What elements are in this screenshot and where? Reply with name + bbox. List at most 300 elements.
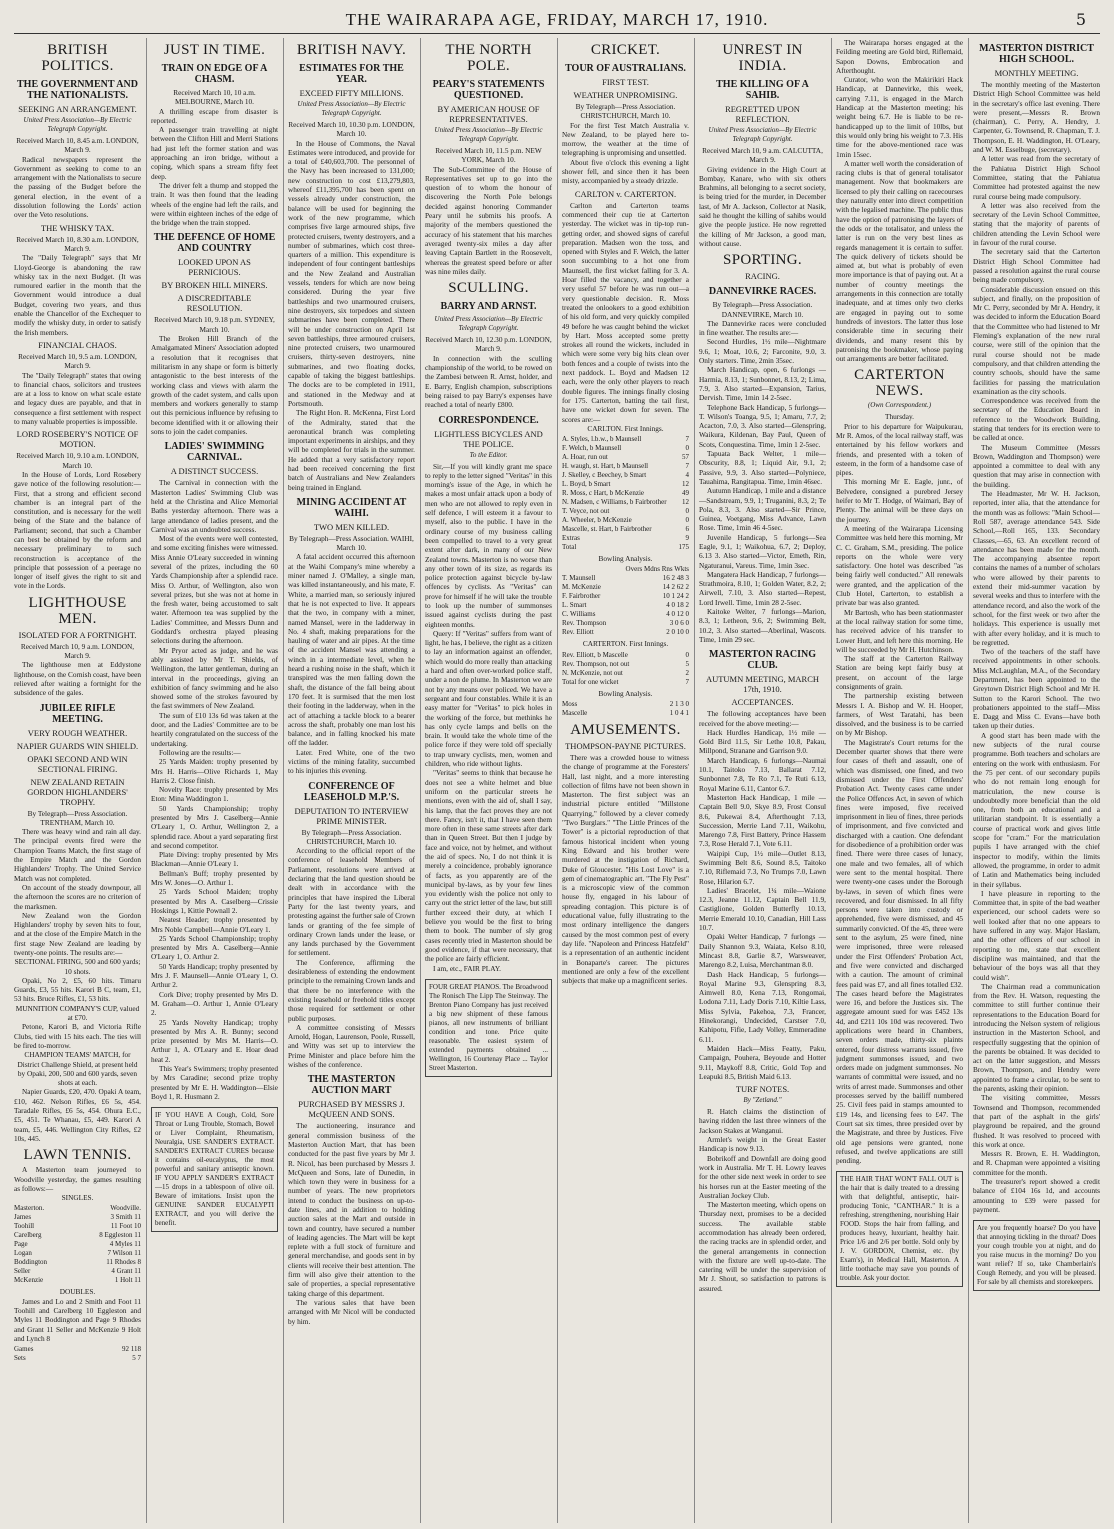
article-paragraph: Carlton and Carterton teams commenced their cup tie at Carterton yesterday. The wicket was in tip-top run-getting order, and showed signs of careful preparation. Madsen won the toss, and opened with Styles and F. Welch, the latter soon succumbing to a hot one from Maunsell, the first wicket falling for 3. A. Hoar filled the vacancy, and together a very useful 57 before he was run out—a very questionable decision. R. Moss treated the onlookers to a good exhibition of his old form, and very quickly compiled 49 before he was caught behind the wicket by Hart. Moss accepted some pretty strokes all round the wickets, included in which were some very big hits clean over both fences and a couple of twists into the next paddock. L. Boyd and Madsen 12 each, were the only other players to reach double figures. The innings finally closing for 175. Carterton, batting the tail first, have one wicket down for seven. The scores are:— — [562, 200, 689, 424]
article-headline: BRITISH NAVY. — [296, 42, 407, 58]
article-paragraph: In connection with the sculling championship of the world, to be rowed on the Zambesi between R. Arnst, holder, and E. Barry, English champion, subscriptions being raised to pay Barry's expenses have reached a total of nearly £800. — [425, 353, 552, 410]
article-paragraph: Kaitoke Welter, 7 furlongs—Marion, 8.3, 1; Letheon, 9.6, 2; Swimming Belt, 10.2, 3. Also started—Aberlinal, Wascots. Time, 1min 29 sec. — [699, 607, 826, 644]
column-3 — [288, 38, 415, 1523]
column-separator — [968, 38, 969, 1523]
score-label: James — [14, 1213, 32, 1222]
dateline: Bowling Analysis. — [598, 688, 653, 698]
article-subheading: LADIES' SWIMMING CARNIVAL. — [164, 441, 265, 464]
article-paragraph: Mr Pryor acted as judge, and he was ably assisted by Mr T. Shields, of Wellington, the latter gentleman, during an interval in the proceedings, giving an exhibition of fancy swimming and he also showed some of the strokes favoured by the fast swimmers of New Zealand. — [151, 645, 278, 711]
article-paragraph: Bobrikoff and Downfall are doing good work in Australia. Mr T. H. Lowry leaves for the other side next week in order to see his horses run at the Easter meeting of the Australian Jockey Club. — [699, 1153, 826, 1200]
score-row — [562, 507, 689, 516]
column-4 — [425, 38, 552, 1523]
score-row — [562, 435, 689, 444]
article-paragraph: The following acceptances have been received for the above meeting:— — [699, 709, 826, 728]
score-label: L. Boyd, b Smart — [562, 480, 611, 489]
score-row — [562, 498, 689, 507]
score-values: 2 1 3 0 — [669, 699, 689, 708]
article-subheading: WEATHER UNPROMISING. — [573, 90, 678, 100]
article-paragraph: R. Hatch claims the distinction of having ridden the last three winners of the Jackson Stakes at Wanganui. — [699, 1107, 826, 1135]
dateline: By Telegraph—Press Association. CHRISTCHURCH, March 10. — [301, 827, 402, 846]
dateline: CHAMPION TEAMS' MATCH, for District Challenge Shield, at present held by Opaki, 200, 500 and 600 yards, seven shots at each. — [17, 1050, 138, 1088]
article-paragraph: Messrs R. Brown, E. H. Waddington, and R. Chapman were appointed a visiting committee for the month. — [973, 1149, 1100, 1177]
article-subheading: A DISTINCT SUCCESS. — [170, 466, 259, 477]
score-label: Extras — [562, 534, 580, 543]
score-row — [562, 601, 689, 610]
article-paragraph: The treasurer's report showed a credit balance of £104 16s 1d, and accounts amounting to £39 were passed for payment. — [973, 1177, 1100, 1214]
dateline: Received March 10, 10.30 p.m. LONDON, March 10. — [288, 120, 415, 139]
score-values: 1 Holt 11 — [114, 1276, 141, 1285]
article-paragraph: Autumn Handicap, 1 mile and a distance—Sandstream, 9.9, 1; Truganini, 8.3, 2; Te Pola, 8.3, 3. Also started—Sir Prince, Guinea, Voetgang, Miss Advance, Lawn Rose. Time, 1min 46 4-5sec. — [699, 486, 826, 533]
article-subheading: THE GOVERNMENT AND THE NATIONALISTS. — [17, 79, 138, 101]
article-subheading: ISOLATED FOR A FORTNIGHT. — [18, 629, 137, 640]
score-row — [562, 660, 689, 669]
advertisement: IF YOU HAVE A Cough, Cold, Sore Throat or Lung Trouble, Stomach, Bowel or Liver Complaint, Rheumatism, Neuralgia, USE SANDER'S EXTRACT. SANDER'S EXTRACT CURES because it contains oil-eucalyptus, the most powerful and sanitary antiseptic known. IF YOU APPLY SANDER'S EXTRACT—15 drops in a tablespoon of olive oil. Beware of imitations. Insist upon the GENUINE SANDER EUCALYPTI EXTRACT, and you will derive the benefit. — [151, 1107, 278, 1232]
score-values: 175 — [678, 543, 689, 552]
score-row — [562, 628, 689, 637]
score-values: 0 — [685, 507, 689, 516]
byline: To the Editor. — [469, 450, 508, 459]
article-paragraph: There was a crowded house to witness the change of programme at the Foresters' Hall, last night, and a more interesting collection of films have not been shown in Masterton. The first subject was an industrial picture entitled "Millstone Quarrying," followed by a clever comedy "Two Burglars." "The Little Princes of the Tower" is a pictorial reproduction of that famous historical incident when young King Edward and his brother were murdered at the instigation of Richard, Duke of Gloucester. "His Lost Love" is a gem of cinematographic art. "The Fly Pest" is a microscopic view of the common house fly, engaged in his labour of spreading contagion. This picture is of educational value, fully illustrating to the most ordinary intelligence the dangers caused by the most common pest of every day life. "Napoleon and Princess Hatzfeld" is a representation of an authentic incident in Bonaparte's career. The pictures mentioned are only a few of the excellent subjects that make up a magnificent series. — [562, 752, 689, 986]
article-paragraph: Following are the results:— — [159, 747, 241, 757]
article-paragraph: Prior to his departure for Waipukurau, Mr R. Amos, of the local railway staff, was entertained by his fellow workers and friends, and presented with a token of esteem, in the form of a handsome case of pipes. — [836, 421, 963, 478]
article-headline: BRITISH POLITICS. — [41, 42, 114, 74]
article-paragraph: The Headmaster, Mr W. H. Jackson, reported, inter alia, that the attendance for the month was as follows: "Main School—Roll 587, average attendance 543. Side School,—Roll 165, 133. Secondary Classes,—65, 63. An excellent record of attendance has been made for the month. The accompanying absentee report contains the names of a number of scholars who were allowed by their parents to extend their mid-summer vacation by several weeks and thus to interfere with the attendance record, and also the work of the school, for the first week or two after the holidays. This experience is usually met with after every holiday, and it is much to be regretted. — [973, 489, 1100, 647]
article-paragraph: The Dannevirke races were concluded in fine weather. The results are:— — [699, 318, 826, 338]
score-row — [14, 1204, 141, 1213]
article-paragraph: March Handicap, open, 6 furlongs —Harmia, 8.13, 1; Sunbonnet, 8.13, 2; Lima, 7.9, 3. Also started—Expansion, Tarius, Dervish. Time, 1min 14 2-5sec. — [699, 365, 826, 403]
article-paragraph: The Museum Committee (Messrs Brown, Waddington and Thompson) were appointed a committee to deal with any question that may arise in connection with the building. — [973, 442, 1100, 489]
article-subheading: LIGHTLESS BICYCLES AND THE POLICE. — [434, 428, 543, 449]
dateline: By Telegraph—Press Association. CHRISTCHURCH, March 10. — [575, 102, 676, 121]
score-values: 12 — [682, 480, 689, 489]
score-row — [562, 709, 689, 718]
score-label: Logan — [14, 1249, 32, 1258]
article-subheading: PEARY'S STATEMENTS QUESTIONED. — [432, 79, 545, 101]
score-values: 49 — [682, 489, 689, 498]
score-label: H. waugh, st. Hart, b Maunsell — [562, 462, 649, 471]
score-values: 3 0 6 0 — [669, 619, 689, 628]
article-subheading: LOOKED UPON AS PERNICIOUS. — [178, 257, 251, 278]
article-subheading: THOMPSON-PAYNE PICTURES. — [565, 740, 686, 751]
article-paragraph: 25 Yards School Maiden; trophy presented by Mrs A. Caselberg—Crissie Hoskings 1, Kittie Pownall 2. — [151, 887, 278, 915]
score-values: 4 Myles 11 — [109, 1240, 141, 1249]
article-paragraph: Curator, who won the Makirikiri Hack Handicap, at Dannevirke, this week, carrying 7.11, is engaged in the March Handicap at the Masterton meeting; his weight being 6.7. He is liable to be re-handicapped up to the limit of 10lbs, but this would only bring his weight to 7.3. His time for the above-mentioned race was 1min 15sec. — [836, 75, 963, 159]
article-paragraph: March Handicap, 6 furlongs—Naumai 10.1, Taitoko 7.13, Ballarat 7.12, Sunbonnet 7.8, Te Ro 7.1, Te Ruti 6.13, Royal Marine 6.11, Cantor 6.7. — [699, 755, 826, 793]
score-label: Rev. Elliott, b Mascelle — [562, 650, 628, 659]
dateline: Received March 10, 9.18 p.m. SYDNEY, March 10. — [154, 315, 275, 334]
article-paragraph: Napier Guards, £20, 470. Opaki A team, £10, 462. Nelson Rifles, £6 5s, 454. Taradale Rifles, £6 5s, 454. Ohura E.C., £5, 451. Te Whanau, £5, 449. Karori A team, £5, 446. Wellington City Rifles, £2 10s, 445. — [14, 1087, 141, 1143]
dateline: Received March 10, 11.5 p.m. NEW YORK, March 10. — [435, 146, 542, 165]
dateline: SINGLES. — [61, 1193, 94, 1203]
article-subheading: SEEKING AN ARRANGEMENT. — [18, 104, 137, 114]
article-subheading: NAPIER GUARDS WIN SHIELD. — [16, 740, 139, 751]
article-subheading: TRAIN ON EDGE OF A CHASM. — [161, 63, 268, 85]
column-7 — [836, 38, 963, 1523]
byline: United Press Association—By Electric Telegraph Copyright. — [23, 116, 132, 133]
score-label: Rev. Elliott — [562, 628, 594, 637]
score-row — [562, 543, 689, 552]
score-label: R. Moss, c Hart, b McKenzie — [562, 489, 645, 498]
article-paragraph: Novelty Race: trophy presented by Mrs Eton: Mina Waddington 1. — [151, 785, 278, 804]
advertisement: Are you frequently hoarse? Do you have that annoying tickling in the throat? Does your cough trouble you at night, and do you raise mucus in the morning? Do you want relief? If so, take Chamberlain's Cough Remedy, and you will be pleased. For sale by all chemists and storekeepers. — [973, 1220, 1100, 1291]
score-values: 3 Smith 11 — [110, 1213, 141, 1222]
article-paragraph: 50 Yards Championship; trophy presented by Mrs J. Caselberg—Annie O'Leary 1, O. Arthur, Wellington 2, a splendid race. About a yard separating first and second competitor. — [151, 803, 278, 850]
article-paragraph: A passenger train travelling at night between the Clifton Hill and Merri Stations had just left the former station and was approaching an iron bridge, without a coping, which spans a stream fifty feet deep. — [151, 125, 278, 181]
score-row — [14, 1222, 141, 1231]
article-subheading: DEPUTATION TO INTERVIEW PRIME MINISTER. — [294, 805, 409, 826]
column-separator — [420, 38, 421, 1523]
score-values: 0 — [685, 444, 689, 453]
byline: United Press Association—By Electric Telegraph Copyright. — [434, 126, 543, 143]
score-label: Mascelle — [562, 708, 588, 717]
byline: By "Zetland." — [743, 1096, 782, 1105]
article-paragraph: Armlet's weight in the Great Easter Handicap is now 9.13. — [699, 1135, 826, 1154]
article-subheading: ESTIMATES FOR THE YEAR. — [299, 63, 404, 85]
score-label: N. Madsen, c Williams, b Fairbrother — [562, 498, 667, 507]
article-paragraph: Plate Diving: trophy presented by Mrs Blackman—Annie O'Leary 1. — [151, 850, 278, 869]
score-table — [562, 435, 689, 552]
dateline: Received March 10, 12.30 p.m. LONDON, March 9. — [425, 335, 552, 354]
article-subheading: REGRETTED UPON REFLECTION. — [725, 104, 800, 124]
score-label: Seller — [14, 1267, 31, 1276]
article-paragraph: In the House of Lords, Lord Rosebery gave notice of the following resolution:—First, that a strong and efficient second chamber is an integral part of the constitution, and is necessary for the well being of the State and the balance of Parliament; second, that such a Chamber can best be obtained by the reform and necessary preliminary to such reconstruction is acceptance of the principle that possession of a peerage no longer of itself gives the right to sit and vote in the Lords. — [14, 469, 141, 591]
byline: United Press Association—By Electric Telegraph Copyright. — [708, 126, 817, 143]
article-paragraph: The Conference, affirming the desirableness of extending the endowment principle to the remaining Crown lands and that there be no interference with the existing leasehold or freehold titles except those required for settlement or other public purposes. — [288, 957, 415, 1023]
score-row — [562, 669, 689, 678]
article-headline: CRICKET. — [590, 42, 661, 58]
article-paragraph: 25 Yards Maiden: trophy presented by Mrs H. Harris—Olive Richards 1, May Harris 2. Close finish. — [151, 757, 278, 785]
article-subheading: MASTERTON DISTRICT HIGH SCHOOL. — [979, 43, 1094, 65]
score-row — [14, 1276, 141, 1285]
dateline: By Telegraph—Press Association. TRENTHAM, March 10. — [27, 808, 128, 827]
article-subheading: FIRST TEST. — [602, 77, 649, 87]
article-paragraph: Sir,—If you will kindly grant me space to reply to the letter signed "Veritas" in this morning's issue of the Age, in which he makes a most unfair attack upon a body of men who are not allowed to reply even in self defence, I will esteem it a favour to myself, also to the public. I have in the ordinary course of my business calling been compelled to travel to a very great extent after dark, in many of our New Zealand towns. Masterton is no worse than any other town of its size, as regards its police protection against bicycle by-law offences by cyclists. As "Veritas" can prove for himself if he will take the trouble to look up the number of summonses issued against cyclists during the past eighteen months. — [425, 461, 552, 629]
article-paragraph: I have pleasure in reporting to the Committee that, in spite of the bad weather experienced, our school cadets were so well looked after that no one appears to have suffered in any way. Major Haslam, and the other officers of our school in reporting to me, state that excellent discipline was maintained, and that the behaviour of the boys was all that they could wish". — [973, 888, 1100, 982]
dateline: Received March 10, 9 a.m. LONDON, March 9. — [20, 641, 135, 661]
advertisement: THE HAIR THAT WON'T FALL OUT is the hair that is daily treated to a dressing with that delightful, antiseptic, hair-producing Tonic, "CANTHAR." It is a refreshing, strengthening, nourishing Hair FOOD. Stops the hair from falling, and produces heavy, luxuriant, healthy hair. Price 1/6 and 2/6 per bottle. Sold only by J. V. GORDON, Chemist, etc. (by Exam's), in Medical Hall, Masterton. A little toothache may save you pounds of trouble. Ask your doctor. — [836, 1171, 963, 1287]
article-paragraph: New Zealand won the Gordon Highlanders' trophy by seven hits to four, and at the close of the Empire Match in the first stage New Zealand are leading by twenty-one points. The results are:— — [14, 910, 141, 957]
article-paragraph: A committee consisting of Messrs Arnold, Hogan, Laurenson, Poole, Russell, and Witty was set up to interview the Prime Minister and place before him the wishes of the conference. — [288, 1022, 415, 1070]
dateline: Received March 10, 9.5 a.m. LONDON, March 9. — [18, 351, 137, 371]
article-paragraph: Opaki Welter Handicap, 7 furlongs —Daily Shannon 9.3, Waiata, Kelso 8.10, Mincast 8.8, Garlie 8.7, Warsweaver, Marengo 8.2, Luisa, Merchantman 8.0. — [699, 932, 826, 970]
score-row — [562, 610, 689, 619]
article-subheading: THE KILLING OF A SAHIB. — [716, 79, 809, 101]
article-paragraph: A matter well worth the consideration of racing clubs is that of general totalisator management. Now that bookmakers are licensed to ply their calling on racecourses they naturally enter into direct competition with the legalised machine. The public thus have the option of patronising the layers of the odds or the totalisator, and unless the latter is run on the very best lines as regards management it is certain to suffer. The quick delivery of tickets should be aimed at, but what is probably of even more importance is that of paying out. At a number of country meetings the arrangements in this connection are totally inadequate, and at times only two clerks are engaged in paying out to some hundreds of investors. The latter thus lose considerable time in securing their dividends, and many resent this by patronising the bookmaker, whose paying out arrangements are better facilitated. — [836, 158, 963, 364]
article-paragraph: Most of the events were well contested, and some exciting finishes were witnessed. Miss Annie O'Leary succeeded in winning several of the prizes, including the 60 Yards Championship after a splendid race. Miss O. Arthur, of Wellington, also won several prizes, but she was not at home in the fresh water, being accustomed to salt water. Afternoon tea was supplied by the Ladies' Committee, and Messrs Dunn and Goddard's orchestra played pleasing selections during the afternoon. — [151, 534, 278, 646]
article-paragraph: Bellman's Buff; trophy presented by Mrs W. Jones—O. Arthur 1. — [151, 868, 278, 888]
article-paragraph: James and Lo and 2 Smith and Foot 11 Toohill and Carelberg 10 Eggleston and Myles 11 Boddington and Page 9 Rhodes and Grant 11 Seller and McKenzie 9 Holt and Lynch 8 — [14, 1296, 141, 1343]
score-label: Total for one wicket — [562, 677, 619, 686]
article-paragraph: For the first Test Match Australia v. New Zealand, to be played here to-morrow, the weather at the time of telegraphing is unpromising and unsettled. — [562, 120, 689, 158]
score-row — [14, 1267, 141, 1276]
dateline: By Telegraph—Press Association. WAIHI, March 10. — [289, 533, 414, 553]
score-values: 7 — [685, 677, 689, 686]
article-paragraph: The Wairarapa horses engaged at the Feilding meeting are Gold bird, Riflemaid, Sapon Downs, Embrocation and Afterthought. — [836, 38, 963, 75]
masthead-title: THE WAIRARAPA AGE, FRIDAY, MARCH 17, 1910. — [345, 10, 769, 29]
article-subheading: MONTHLY MEETING. — [994, 68, 1079, 78]
article-paragraph: The various sales that have been arranged with Mr Nicol will be conducted by him. — [288, 1297, 415, 1326]
score-values: 4 0 18 2 — [666, 601, 689, 610]
article-paragraph: The auctioneering, insurance and general commission business of the Masterton Auction Mart, that has been conducted for the past five years by Mr J. R. Nicol, has been purchased by Messrs J. McQueen and Sons, late of Dunedin, in which town they were in business for a number of years. The new proprietors intend to conduct the business on up-to-date lines, and in addition to holding auction sales at the Mart and outside in town and country, have secured a number of leading agencies. The Mart will be kept replete with a full stock of furniture and general merchandise, and goods sent in by clients will receive their best attention. The firm will also give their attention to the sale of properties, a special representative taking charge of this department. — [288, 1121, 415, 1298]
article-paragraph: This Year's Swimmers; trophy presented by Mrs Caradine; second prize trophy presented by Mr E. H. Waddington—Elsie Boyd 1, R. Husmann 2. — [151, 1064, 278, 1101]
score-values: 12 — [682, 498, 689, 507]
article-paragraph: The driver felt a thump and stopped the train. It was then found that the leading wheels of the engine had left the rails, and were within eighteen inches of the edge of the bridge when the train stopped. — [151, 180, 278, 228]
score-values: 7 Wilson 11 — [107, 1249, 141, 1258]
score-row — [562, 534, 689, 543]
article-subheading: RACING. — [745, 271, 780, 282]
score-values: 5 — [685, 659, 689, 668]
article-paragraph: A letter was also received from the secretary of the Levin School Committee, stating that the majority of parents of children attending the Levin School were in favour of the rural course. — [973, 200, 1100, 248]
score-values: 9 — [685, 534, 689, 543]
score-values: 7 — [685, 435, 689, 444]
article-subheading: DANNEVIRKE RACES. — [708, 286, 817, 298]
article-paragraph: The secretary said that the Carterton District High School Committee had passed a resolution against the rural course being made compulsory. — [973, 247, 1100, 285]
article-paragraph: A Masterton team journeyed to Woodville yesterday, the games resulting as follows:— — [14, 1165, 141, 1193]
article-paragraph: The "Daily Telegraph" says that Mr Lloyd-George is abandoning the raw whisky tax in the next Budget. (It was rumoured earlier in the month that the Government would introduce a dual Budget, covering two years, and thus enable the Chancellor of the Exchequer to modify the whisky duty, in order to satisfy the Irish members. — [14, 253, 141, 337]
score-row — [562, 462, 689, 471]
score-row — [562, 574, 689, 583]
score-label: A. Hoar, run out — [562, 453, 608, 462]
article-paragraph: Masterton Hack Handicap, 1 mile —Captain Bell 9.0, Skye 8.9, Frost Consul 8.6, Pukewai 8.4, Afterthought 7.13, Succession, Merrie Land 7.11, Waikohu, Marengo 7.8, First Battery, Prince Hassem 7.3, Rose Herald 7.1, Vote 6.11. — [699, 792, 826, 849]
column-2 — [151, 38, 278, 1523]
byline: United Press Association—By Electric Telegraph Copyright. — [434, 315, 543, 333]
article-paragraph: Tapuata Back Welter, 1 mile—Obscurity, 8.8, 1; Liquid Air, 9.1, 2; Passive, 9.9, 3. Also started—Polyniece, Tauahima, Rangitapua. Time, 1min 46sec. — [699, 449, 826, 486]
article-headline: SCULLING. — [448, 280, 529, 297]
article-paragraph: A meeting of the Wairarapa Licensing Committee was held here this morning, Mr C. C. Graham, S.M., presiding. The police reports on the whole were very satisfactory. One hotel was described "as being fairly well conducted." All renewals were granted, and the application of the Club Hotel, Carterton, to establish a private bar was also granted. — [836, 523, 963, 608]
article-paragraph: Cork Dive; trophy presented by Mrs D. M. Graham—O. Arthur 1, Annie O'Leary 2. — [151, 989, 278, 1018]
column-6 — [699, 38, 826, 1523]
score-table — [14, 1345, 141, 1363]
score-values: 14 2 62 2 — [662, 583, 689, 592]
masthead-rule — [14, 33, 1100, 34]
score-values: 4 Grant 11 — [111, 1267, 141, 1276]
article-paragraph: On account of the steady downpour, all the afternoon the scores are no criterion of the marksmen. — [14, 882, 141, 911]
article-paragraph: The Sub-Committee of the House of Representatives set up to go into the question of to whom the honour of discovering the North Pole belongs decided against honoring Commander Peary until he submits his proofs. A majority of the members questioned the accuracy of his statement that his marches averaged twenty-six miles a day after leaving Captain Bartlett in the Roosevelt, whereas the greatest speed before or after was nine miles daily. — [425, 164, 552, 276]
article-paragraph: Mangatera Hack Handicap, 7 furlongs—Strathmoira, 8.10, 1; Golden Water, 8.2, 2; Airwell, 7.10, 3. Also started—Repest, Lord Irwell. Time, 1min 28 2-5sec. — [699, 569, 826, 607]
article-paragraph: A letter was read from the secretary of the Pahiatua District High School Committee, stating that the Pahiatua Committee had protested against the new rural course being made compulsory. — [973, 154, 1100, 201]
article-headline: AMUSEMENTS. — [570, 721, 681, 738]
score-row — [562, 583, 689, 592]
score-table — [562, 565, 689, 637]
score-table — [562, 651, 689, 687]
article-paragraph: Two of the teachers of the staff have received appointments in other schools. Miss McLaughlan, M.A., of the Secondary Department, has been appointed to the Greytown District High School and Mr H. Sutton to the Karori School. The two probationers appointed to the staff—Miss E. Dagg and Miss C. Evans—have both taken up their duties. — [973, 647, 1100, 731]
score-row — [562, 444, 689, 453]
score-label: L. Smart — [562, 601, 587, 610]
article-paragraph: Second Hurdles, 1½ mile—Nightmare 9.6, 1; Moat, 10.6, 2; Farconite, 9.0, 3. Only starters. Time, 2min 35sec. — [699, 337, 826, 366]
article-paragraph: The visiting committee, Messrs Townsend and Thompson, recommended that part of the asphalt in the girls' playground be repaired, and the ground flushed. It was resolved to proceed with this work at once. — [973, 1093, 1100, 1149]
dateline: Received March 10, 10 a.m. MELBOURNE, March 10. — [173, 88, 256, 107]
score-values: 16 2 48 3 — [662, 574, 689, 583]
score-table — [14, 1204, 141, 1285]
dateline: Received March 10, 8.30 a.m. LONDON, March 9. — [16, 234, 139, 253]
score-values: 5 7 — [132, 1354, 141, 1363]
article-headline: CARTERTON NEWS. — [854, 367, 945, 400]
article-headline: JUST IN TIME. — [163, 42, 266, 58]
article-paragraph: The "Daily Telegraph" states that owing to financial chaos, solicitors and trustees are at a loss to know on what scale estate and legacy dues are payable, and that in consequence a first settlement with respect to many valuable properties is impossible. — [14, 370, 141, 427]
article-paragraph: The Magistrate's Court returns for the December quarter shows that there were four cases of theft and assault, one of which was dismissed, one fined, and two dismissed under the First Offenders' Probation Act. Twenty cases came under the Police Offences Act, in seven of which fines were imposed, five received imprisonment in lieu of fines, three periods of imprisonment, and five convicted and discharged with a caution. One defendant for disobedience of a prohibition order was fined. There were three cases of lunacy, one male and two females, all of which were sent to the mental hospital. There were twenty-one cases under the Borough by-laws, in seven of which fines were recovered, and four dismissed. In all fifty persons were taken into custody or apprehended, five were dismissed, and 45 summarily convicted. Of the 45, three were sent to the asylum, 25 were fined, nine were imprisoned, three were released under the First Offenders' Probation Act, and five were convicted and discharged with a caution. The amount of criminal fees paid was £7, and all fines totalled £32. The cases heard before the Magistrates were 16, and before the Justices six. The aggregate amount sued for was £452 13s 4d, and £211 10s 10d was recovered. Two applications were heard in Chambers, seven orders made, thirty-six plaints entered, four distress warrants issued, five judgment summonses issued, and two orders made on judgment summonses. No warrants of committal were issued, and no writs of arrest made. Summonses and other processes served by the bailiff numbered 25. Civil fees paid in stamps amounted to £19 14s, and licensing fees to £47. The Court sat six times, three presided over by the Magistrate, and three by Justices. Five old age pensions were granted, none refused, and twelve applications are still pending. — [836, 737, 963, 1166]
article-subheading: ACCEPTANCES. — [731, 697, 794, 708]
dateline: DOUBLES. — [59, 1287, 96, 1297]
article-headline: LAWN TENNIS. — [23, 1147, 132, 1164]
article-paragraph: Query: If "Veritas" suffers from want of light, he has, I believe, the right as a citizen to lay an information against an offender, which would do more really than attacking a hard and often over-worked police staff, under a non de plume. In Masterton we are not by any means over policed. We have a sergeant and four constables. While it is an easy matter for "Veritas" to pick holes in the working of the force, but methinks he has only cycle lamps and bells on the brain. It would take the whole time of the police force if they were told off specially to trap unwary cyclists, men, women and children, who ride without lights. — [425, 628, 552, 769]
score-values: 57 — [682, 453, 689, 462]
article-subheading: BY BROKEN HILL MINERS. — [161, 280, 268, 291]
dateline: Thursday. — [885, 412, 914, 422]
score-row — [562, 453, 689, 462]
score-label: Rev. Thompson — [562, 619, 607, 628]
article-paragraph: Waipipi Cup, 1½ mile—Outlet 8.13, Swimming Belt 8.6, Sound 8.5, Taitoko 7.10, Riflemaid 7.3, No Trumps 7.0, Lawn Rose, Hilarion 6.7. — [699, 848, 826, 886]
score-values: 6 — [685, 525, 689, 534]
score-label: T. Veyce, not out — [562, 507, 610, 516]
article-subheading: BARRY AND ARNST. — [440, 301, 537, 313]
dateline: SECTIONAL FIRING, 500 and 600 yards; 10 shots. — [14, 957, 141, 976]
score-label: Page — [14, 1240, 28, 1249]
article-paragraph: Opaki, No 2, £5, 60 hits. Timaru Guards, £3, 55 hits. Karori B C, team, £1, 53 hits. Bruce Rifles, £1, 53 hits. — [14, 975, 141, 1004]
dateline: Received March 10, 8.45 a.m. LONDON, March 9. — [16, 136, 139, 155]
article-paragraph: The Right Hon. R. McKenna, First Lord of the Admiralty, stated that the aeronautical branch was completing important experiments in airships, and they will be completed for trials in the summer. He added that a very satisfactory report had been received concerning the first batch of Australians and New Zealanders being trained in England. — [288, 408, 415, 492]
article-subheading: EXCEED FIFTY MILLIONS. — [299, 88, 404, 98]
article-subheading: OPAKI SECOND AND WIN SECTIONAL FIRING. — [27, 753, 128, 774]
score-label: T. Maunsell — [562, 574, 596, 583]
article-paragraph: Maiden Hack—Miss Featty, Paku, Campaign, Pouhera, Beyoude and Hotter 9.11, Maykoff 8.8, Critic, Gold Top and Leapuki 8.5, British Maid 6.13. — [699, 1043, 826, 1081]
article-subheading: TURF NOTES. — [735, 1084, 790, 1095]
article-paragraph: Ladies' Bracelet, 1¼ mile—Waione 12.3, Jeanne 11.12, Captain Bell 11.9, Castiglione, Golden Butterfly 10.13, Merrie Emerald 10.10, Canadian, Hill Lass 10.7. — [699, 885, 826, 933]
score-label: A. Styles, l.b.w., b Maunsell — [562, 435, 642, 444]
article-paragraph: The Masterton meeting, which opens on Thursday next, promises to be a decided success. The available stable accommodation has already been ordered, the racing tracks are in splendid order, and the general arrangements in connection with the fixture are well up-to-date. The catering will be under the supervision of Mr J. Shout, so satisfaction to patrons is assured. — [699, 1200, 826, 1293]
article-paragraph: Dash Hack Handicap, 5 furlongs—Royal Marine 9.3, Glenspring 8.3, Aimwell 8.0, Kena 7.13, Rongomai, Lodona 7.11, Lady Doris 7.10, Kiltie Lass, Miss Sylvia, Pakehoa, 7.3, Francer, Hinekorangi, Undecided, Carstser 7.0, Kahipotu, Fifie, Lady Volley, Emmeradine 6.11. — [699, 969, 826, 1044]
score-label: Boddington — [14, 1258, 48, 1267]
score-row — [14, 1240, 141, 1249]
article-paragraph: According to the official report of the conference of leasehold Members of Parliament, resolutions were arrived at declaring that the land question should be dealt with in accordance with the principles that have inspired the Liberal Party for the last twenty years, and protesting against the further sale of Crown lands or granting of the fee simple of ordinary Crown lands under the lease, or any lands purchased by the Government for settlement. — [288, 846, 415, 958]
article-subheading: TWO MEN KILLED. — [313, 521, 390, 532]
score-label: Rev. Thompson, not out — [562, 659, 630, 668]
column-separator — [146, 38, 147, 1523]
score-values: Overs Mdns Rns Wkts — [625, 565, 689, 574]
score-row — [14, 1258, 141, 1267]
article-paragraph: Mr Bartosh, who has been stationmaster at the local railway station for some time, has received advice of his transfer to Lower Hutt, and left here this morning. He will be succeeded by Mr H. Hutchinson. — [836, 607, 963, 654]
dateline: Received March 10, 9.10 a.m. LONDON, March 10. — [16, 451, 139, 470]
article-subheading: THE WHISKY TAX. — [40, 222, 115, 233]
score-values: 2 — [685, 668, 689, 677]
score-values: 2 0 10 0 — [666, 628, 689, 637]
score-label: Toohill — [14, 1222, 35, 1231]
article-headline: UNREST IN INDIA. — [722, 42, 803, 74]
article-paragraph: Petone, Karori B, and Victoria Rifle Clubs, tied with 15 hits each. The ties will be fired to-morrow. — [14, 1022, 141, 1050]
article-paragraph: This morning Mr E. Eagle, junr., of Belvedere, consigned a purebred Jersey heifer to Mr T. Hodge, of Waimari, Bay of Plenty. The animal will be three days on the journey. — [836, 477, 963, 524]
article-paragraph: The sum of £10 13s 6d was taken at the door, and the Ladies' Committee are to be heartily congratulated on the success of the undertaking. — [151, 710, 278, 748]
score-values: 7 — [685, 462, 689, 471]
article-paragraph: In the House of Commons, the Naval Estimates were introduced, and provide for a total of £40,603,700. The personnel of the Navy has been increased to 131,000; new construction to cost £13,279,803, whereof £11,395,700 has been spent on vessels already under construction, the balance will be used for beginning the work of the new programme, which comprises five large armoured ships, five protected cruisers, twenty destroyers, and a number of submarines, which cost three-quarters of a million. This expenditure is independent of four contingent battleships and the New Zealand and Australian vessels, tenders for which are now being considered. During the year five battleships and two unarmoured cruisers, nine destroyers, six torpedoes and sixteen submarines have been completed. There will be under construction on April 1st seven battleships, three armoured cruisers, nine protected cruisers, two unarmoured cruisers, thirty-seven destroyers, nine submarines, and two floating docks, capable of taking the biggest battleships. The docks are to be completed in 1911, and stationed in the Medway and at Portsmouth. — [288, 138, 415, 408]
score-row — [14, 1231, 141, 1240]
article-paragraph: 25 Yards School Championship; trophy presented by Mrs A. Caselberg—Annie O'Leary 1, O. Arthur 2. — [151, 933, 278, 962]
score-table — [562, 700, 689, 718]
score-label: Masterton. — [14, 1204, 45, 1213]
column-separator — [283, 38, 284, 1523]
article-paragraph: Radical newspapers represent the Government as seeking to come to an arrangement with the Nationalists to secure the passing of the Budget before the general election, in the event of a dissolution following the Lords' action over the Veto resolutions. — [14, 154, 141, 220]
score-label: Total — [562, 543, 577, 552]
article-subheading: CARLTON v. CARTERTON. — [574, 188, 677, 199]
article-subheading: THE MASTERTON AUCTION MART — [307, 1074, 396, 1097]
article-paragraph: Giving evidence in the High Court at Bombay, Kanare, who with six others Brahmins, all belonging to a secret society, is being tried for the murder, in December last, of Mr A. Jackson, Collector at Nasik, said he thought the killing of sahibs would give the people justice. He now regretted the killing of Mr Jackson, a good man, without cause. — [699, 164, 826, 248]
dateline: CARLTON. First Innings. — [587, 423, 664, 433]
article-paragraph: Correspondence was received from the secretary of the Education Board in reference to the Woodwork Building, stating that tenders for its erection were to be called at once. — [973, 396, 1100, 443]
article-subheading: CORRESPONDENCE. — [438, 414, 539, 426]
article-subheading: BY AMERICAN HOUSE OF REPRESENTATIVES. — [437, 104, 540, 124]
article-paragraph: "Veritas" seems to think that because he does not see a white helmet and blue uniform on the particular streets he mentions, even with the aid of, shall I say, his lamp, that the fact proves they are not there. Fancy, isn't it, that I have seen them more often in these same streets after dark than in Queen Street. But then I judge by face and voice, not by helmet, and without the aid of specs. No, I do not think it is merely a coincidence, probably ignorance of facts, as you apparently are of the municipal by-laws, as by your few lines you evidently wish the police not only to carry out the strict letter of the law, but still further exceed their duty, at which I believe you would be the first to bring them to book. The number of sly grog cases recently tried in Masterton should be good evidence, if that were necessary, that the police are fairly efficient. — [425, 768, 552, 964]
masthead — [0, 6, 1114, 32]
article-headline: THE NORTH POLE. — [445, 42, 532, 74]
score-values: 4 0 12 0 — [666, 610, 689, 619]
score-label: N. McKenzie, not out — [562, 668, 623, 677]
column-separator — [694, 38, 695, 1523]
score-label: F. Welch, b Maunsell — [562, 444, 622, 453]
score-row — [14, 1345, 141, 1354]
score-label: Sets — [14, 1354, 26, 1363]
score-label: Games — [14, 1345, 34, 1354]
dateline: Received March 10, 9 a.m. CALCUTTA, March 9. — [702, 146, 823, 165]
article-paragraph: The staff at the Carterton Railway Station are being kept fairly busy at present, on account of the large consignments of grain. — [836, 654, 963, 691]
dateline: MUNNITION COMPANY'S CUP, valued at £70. — [15, 1003, 140, 1023]
score-values: 0 — [685, 650, 689, 659]
article-paragraph: The lighthouse men at Eddystone lighthouse, on the Cornish coast, have been relieved after waiting a fortnight for the subsidence of the gales. — [14, 660, 141, 698]
article-paragraph: Neatest Header; trophy presented by Mrs Noble Campbell—Annie O'Leary 1. — [151, 915, 278, 934]
article-paragraph: Considerable discussion ensued on this subject, and finally, on the proposition of Mr C. Perry, seconded by Mr A. Hendry, it was decided to inform the Education Board that the Committee who had listened to Mr Fleming's explanation of the new rural course, were still of the opinion that the rural course should not be made compulsory, and that children attending the country schools, should have the same facilities for passing the matriculation examination as the city schools. — [973, 284, 1100, 396]
score-values: 4 — [685, 471, 689, 480]
score-values: 92 118 — [122, 1345, 141, 1354]
article-paragraph: A fatal accident occurred this afternoon at the Waihi Company's mine whereby a miner named J. O'Malley, a single man, was killed instantaneously, and his mate, F. White, a married man, so seriously injured that he is not expected to live. It appears that the two, in company with a miner, named Mansel, were in the ladderway in No. 4 shaft, making preparations for the hauling of water and air pipes. At the time of the accident Mansel was attending a winch in a intermediate level, when he heard a rushing noise in the shaft, which it transpired was the men falling down the shaft, the distance of the fall being about 170 feet. It is surmised that the men lost their footing in the ladderway, when in the act of attaching a tackle block to a bearer across the shaft, probably one man lost his balance, and in falling knocked his mate off the ladder. — [288, 552, 415, 748]
article-subheading: TOUR OF AUSTRALIANS. — [565, 63, 686, 74]
dateline: CARTERTON. First Innings. — [582, 639, 669, 649]
article-paragraph: 50 Yards Handicap; trophy presented by Mrs J. F. Maunsell—Annie O'Leary 1, O. Arthur 2. — [151, 961, 278, 990]
score-label: M. McKenzie — [562, 583, 601, 592]
article-paragraph: Hack Hurdles Handicap, 1½ mile —Gold Bird 11.5, Sir Lethe 10.8, Pakau, Millpond, Stranane and Garrison 9.0. — [699, 727, 826, 756]
score-row — [562, 565, 689, 574]
article-headline: LIGHTHOUSE MEN. — [28, 594, 127, 627]
article-paragraph: A thrilling escape from disaster is reported. — [151, 106, 278, 125]
article-subheading: VERY ROUGH WEATHER. — [27, 727, 128, 738]
score-row — [562, 592, 689, 601]
score-label: F. Fairbrother — [562, 592, 601, 601]
article-subheading: MINING ACCIDENT AT WAIHI. — [296, 496, 407, 519]
score-values: 0 — [685, 516, 689, 525]
article-paragraph: The monthly meeting of the Masterton District High School Committee was held in the secretary's office last evening. There were present,—Messrs R. Brown (chairman), C. Perry, A. Hendry, J. Carpenter, G. Townsend, R. Chapman, T. J. Thompson, E. H. Waddington, H. O'Leary, and W. M. Esselbuge, (secretary). — [973, 80, 1100, 155]
score-label: Carelberg — [14, 1231, 42, 1240]
score-values: Woodville. — [110, 1204, 141, 1213]
article-paragraph: Juvenile Handicap, 5 furlongs—Sea Eagle, 9.1, 1; Waikohua, 6.7, 2; Deploy, 6.13 3. Also started—Victor, Emeth, Rin, Ngaturanui, Vareus. Time, 1min 3sec. — [699, 532, 826, 570]
score-row — [562, 525, 689, 534]
score-row — [14, 1354, 141, 1363]
article-subheading: CONFERENCE OF LEASEHOLD M.P.'S. — [303, 780, 400, 803]
score-row — [562, 480, 689, 489]
score-row — [562, 619, 689, 628]
article-paragraph: Later. Fred White, one of the two victims of the mining fatality, succumbed to his injuries this evening. — [288, 747, 415, 776]
byline: (Own Correspondent.) — [867, 401, 932, 410]
score-label: J. Skelley, c Beechey, b Smart — [562, 471, 647, 480]
score-label: McKenzie — [14, 1276, 44, 1285]
article-paragraph: The Broken Hill Branch of the Amalgamated Miners' Association adopted a resolution that it recognises that militarism in any shape or form is bitterly antagonistic to the best interests of the working class and views with alarm the growth of the cadet system, and calls upon members and workers generally to stamp out this pernicious influence by refusing to become identified with it or allowing their sons to join the cadet companies. — [151, 334, 278, 437]
article-subheading: FINANCIAL CHAOS. — [38, 339, 117, 350]
score-values: 8 Eggleston 11 — [99, 1231, 141, 1240]
column-separator — [557, 38, 558, 1523]
article-subheading: LORD ROSEBERY'S NOTICE OF MOTION. — [16, 429, 139, 450]
page-number: 5 — [1075, 10, 1086, 29]
score-row — [14, 1213, 141, 1222]
score-row — [562, 700, 689, 709]
article-paragraph: I am, etc., FAIR PLAY. — [433, 963, 501, 973]
score-row — [562, 651, 689, 660]
dateline: Bowling Analysis. — [598, 554, 653, 564]
advertisement: FOUR GREAT PIANOS. The Broadwood The Ronisch The Lipp The Steinway. The Brenton Piano Company has just received a big new shipment of these famous pianos, all new instruments of brilliant condition and tone. Price quite reasonable. The easiest system of extended payments obtained ... Wellington, 16 Courtenay Place ... Taylor Street Masterton. — [425, 979, 552, 1077]
